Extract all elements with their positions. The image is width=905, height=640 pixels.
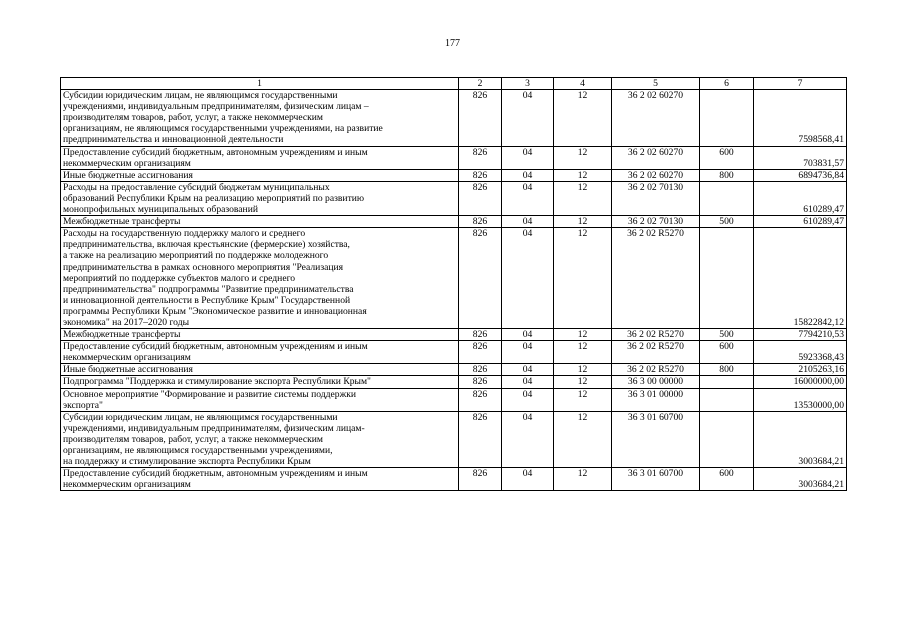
- amount: 610289,47: [754, 216, 847, 228]
- subsection-code: 12: [554, 468, 612, 491]
- table-row: [61, 90, 847, 146]
- subsection-code: 12: [554, 169, 612, 181]
- page-number: 177: [445, 38, 460, 49]
- expense-type-code: 600: [700, 468, 754, 491]
- column-header: 7: [754, 78, 847, 90]
- description-line: учреждениями, индивидуальным предпринимателям, физическим лицам-: [63, 422, 365, 434]
- section-code: 04: [502, 329, 554, 341]
- row-description: [61, 169, 459, 181]
- target-article-code: 36 3 01 60700: [612, 468, 700, 491]
- ministry-code: 826: [459, 364, 502, 376]
- table-row: [61, 341, 847, 364]
- expense-type-code: 600: [700, 341, 754, 364]
- expense-type-code: [700, 181, 754, 215]
- subsection-code: 12: [554, 181, 612, 215]
- target-article-code: 36 2 02 R5270: [612, 228, 700, 329]
- column-header: 6: [700, 78, 754, 90]
- row-description: [61, 388, 459, 411]
- description-line: и инновационной деятельности в Республике Крым" Государственной: [63, 294, 351, 306]
- row-description: [61, 364, 459, 376]
- amount: 13530000,00: [754, 388, 847, 411]
- row-description: [61, 181, 459, 215]
- amount: 3003684,21: [754, 411, 847, 467]
- column-header: 2: [459, 78, 502, 90]
- description-line: организациям, не являющимся государственными учреждениями,: [63, 445, 333, 456]
- amount: 3003684,21: [754, 468, 847, 491]
- table-row: [61, 216, 847, 228]
- budget-table: [60, 77, 847, 491]
- description-line: Субсидии юридическим лицам, не являющимся государственными: [63, 90, 338, 102]
- ministry-code: 826: [459, 341, 502, 364]
- description-line: предпринимательства" подпрограммы "Развитие предпринимательства: [63, 283, 354, 295]
- subsection-code: 12: [554, 90, 612, 146]
- section-code: 04: [502, 341, 554, 364]
- description-line: учреждениями, индивидуальным предпринимателям, физическим лицам –: [63, 101, 369, 113]
- section-code: 04: [502, 146, 554, 169]
- row-description: [61, 90, 459, 146]
- target-article-code: 36 3 01 60700: [612, 411, 700, 467]
- description-line: экспорта": [63, 399, 103, 411]
- section-code: 04: [502, 181, 554, 215]
- table-row: [61, 169, 847, 181]
- description-line: производителям товаров, работ, услуг, а также некоммерческим: [63, 433, 324, 445]
- section-code: 04: [502, 216, 554, 228]
- expense-type-code: 600: [700, 146, 754, 169]
- subsection-code: 12: [554, 411, 612, 467]
- target-article-code: 36 3 01 00000: [612, 388, 700, 411]
- amount: 2105263,16: [754, 364, 847, 376]
- subsection-code: 12: [554, 146, 612, 169]
- amount: 16000000,00: [754, 376, 847, 388]
- description-line: Иные бюджетные ассигнования: [63, 169, 193, 181]
- table-row: [61, 228, 847, 329]
- amount: 15822842,12: [754, 228, 847, 329]
- expense-type-code: [700, 90, 754, 146]
- column-header: 5: [612, 78, 700, 90]
- description-line: мероприятий по поддержке субъектов малого и среднего: [63, 272, 296, 284]
- ministry-code: 826: [459, 181, 502, 215]
- ministry-code: 826: [459, 146, 502, 169]
- description-line: Субсидии юридическим лицам, не являющимся государственными: [63, 411, 338, 423]
- ministry-code: 826: [459, 376, 502, 388]
- section-code: 04: [502, 411, 554, 467]
- table-row: [61, 376, 847, 388]
- description-line: организациям, не являющимся государственными учреждениями, на развитие: [63, 123, 383, 135]
- row-description: [61, 216, 459, 228]
- row-description: [61, 228, 459, 329]
- description-line: экономика" на 2017–2020 годы: [63, 316, 190, 328]
- table-row: [61, 388, 847, 411]
- table-header-row: [61, 78, 847, 90]
- description-line: Основное мероприятие "Формирование и развитие системы поддержки: [63, 388, 357, 400]
- description-line: монопрофильных муниципальных образований: [63, 204, 258, 216]
- target-article-code: 36 2 02 R5270: [612, 329, 700, 341]
- amount: 6894736,84: [754, 169, 847, 181]
- ministry-code: 826: [459, 468, 502, 491]
- ministry-code: 826: [459, 90, 502, 146]
- amount: 7794210,53: [754, 329, 847, 341]
- description-line: Иные бюджетные ассигнования: [63, 364, 193, 376]
- target-article-code: 36 2 02 R5270: [612, 341, 700, 364]
- section-code: 04: [502, 90, 554, 146]
- row-description: [61, 329, 459, 341]
- row-description: [61, 146, 459, 169]
- table-row: [61, 181, 847, 215]
- ministry-code: 826: [459, 216, 502, 228]
- description-line: Предоставление субсидий бюджетным, автономным учреждениям и иным: [63, 468, 368, 480]
- row-description: [61, 341, 459, 364]
- description-line: предпринимательства в рамках основного мероприятия "Реализация: [63, 261, 344, 273]
- amount: 5923368,43: [754, 341, 847, 364]
- ministry-code: 826: [459, 329, 502, 341]
- table-row: [61, 411, 847, 467]
- description-line: предпринимательства и инновационной деятельности: [63, 134, 284, 146]
- target-article-code: 36 2 02 70130: [612, 181, 700, 215]
- expense-type-code: 500: [700, 216, 754, 228]
- description-line: предпринимательства, включая крестьянские (фермерские) хозяйства,: [63, 239, 350, 251]
- table-row: [61, 146, 847, 169]
- description-line: некоммерческим организациям: [63, 479, 191, 491]
- column-header: 3: [502, 78, 554, 90]
- target-article-code: 36 2 02 60270: [612, 169, 700, 181]
- description-line: Предоставление субсидий бюджетным, автономным учреждениям и иным: [63, 341, 368, 353]
- subsection-code: 12: [554, 376, 612, 388]
- expense-type-code: 800: [700, 364, 754, 376]
- description-line: производителям товаров, работ, услуг, а также некоммерческим: [63, 112, 324, 124]
- description-line: некоммерческим организациям: [63, 352, 191, 364]
- subsection-code: 12: [554, 341, 612, 364]
- description-line: некоммерческим организациям: [63, 157, 191, 169]
- expense-type-code: [700, 228, 754, 329]
- description-line: Межбюджетные трансферты: [63, 329, 181, 341]
- subsection-code: 12: [554, 364, 612, 376]
- section-code: 04: [502, 169, 554, 181]
- expense-type-code: 800: [700, 169, 754, 181]
- table-row: [61, 329, 847, 341]
- table-row: [61, 364, 847, 376]
- target-article-code: 36 3 00 00000: [612, 376, 700, 388]
- target-article-code: 36 2 02 70130: [612, 216, 700, 228]
- section-code: 04: [502, 228, 554, 329]
- amount: 610289,47: [754, 181, 847, 215]
- table-body: [61, 78, 847, 491]
- description-line: Расходы на государственную поддержку малого и среднего: [63, 228, 306, 240]
- ministry-code: 826: [459, 169, 502, 181]
- expense-type-code: [700, 388, 754, 411]
- section-code: 04: [502, 376, 554, 388]
- row-description: [61, 468, 459, 491]
- ministry-code: 826: [459, 411, 502, 467]
- section-code: 04: [502, 364, 554, 376]
- subsection-code: 12: [554, 228, 612, 329]
- description-line: Предоставление субсидий бюджетным, автономным учреждениям и иным: [63, 146, 368, 158]
- expense-type-code: 500: [700, 329, 754, 341]
- subsection-code: 12: [554, 329, 612, 341]
- target-article-code: 36 2 02 60270: [612, 90, 700, 146]
- section-code: 04: [502, 468, 554, 491]
- ministry-code: 826: [459, 388, 502, 411]
- target-article-code: 36 2 02 R5270: [612, 364, 700, 376]
- target-article-code: 36 2 02 60270: [612, 146, 700, 169]
- description-line: образований Республики Крым на реализацию мероприятий по развитию: [63, 192, 365, 204]
- description-line: программы Республики Крым "Экономическое развитие и инновационная: [63, 305, 367, 317]
- expense-type-code: [700, 376, 754, 388]
- row-description: [61, 376, 459, 388]
- subsection-code: 12: [554, 388, 612, 411]
- expense-type-code: [700, 411, 754, 467]
- section-code: 04: [502, 388, 554, 411]
- column-header: 4: [554, 78, 612, 90]
- amount: 7598568,41: [754, 90, 847, 146]
- ministry-code: 826: [459, 228, 502, 329]
- subsection-code: 12: [554, 216, 612, 228]
- column-header: 1: [61, 78, 459, 90]
- row-description: [61, 411, 459, 467]
- table-row: [61, 468, 847, 491]
- description-line: Межбюджетные трансферты: [63, 216, 181, 228]
- description-line: а также на реализацию мероприятий по поддержке молодежного: [63, 250, 329, 262]
- amount: 703831,57: [754, 146, 847, 169]
- description-line: Подпрограмма "Поддержка и стимулирование экспорта Республики Крым": [63, 376, 371, 388]
- description-line: на поддержку и стимулирование экспорта Республики Крым: [63, 456, 311, 468]
- description-line: Расходы на предоставление субсидий бюджетам муниципальных: [63, 181, 330, 193]
